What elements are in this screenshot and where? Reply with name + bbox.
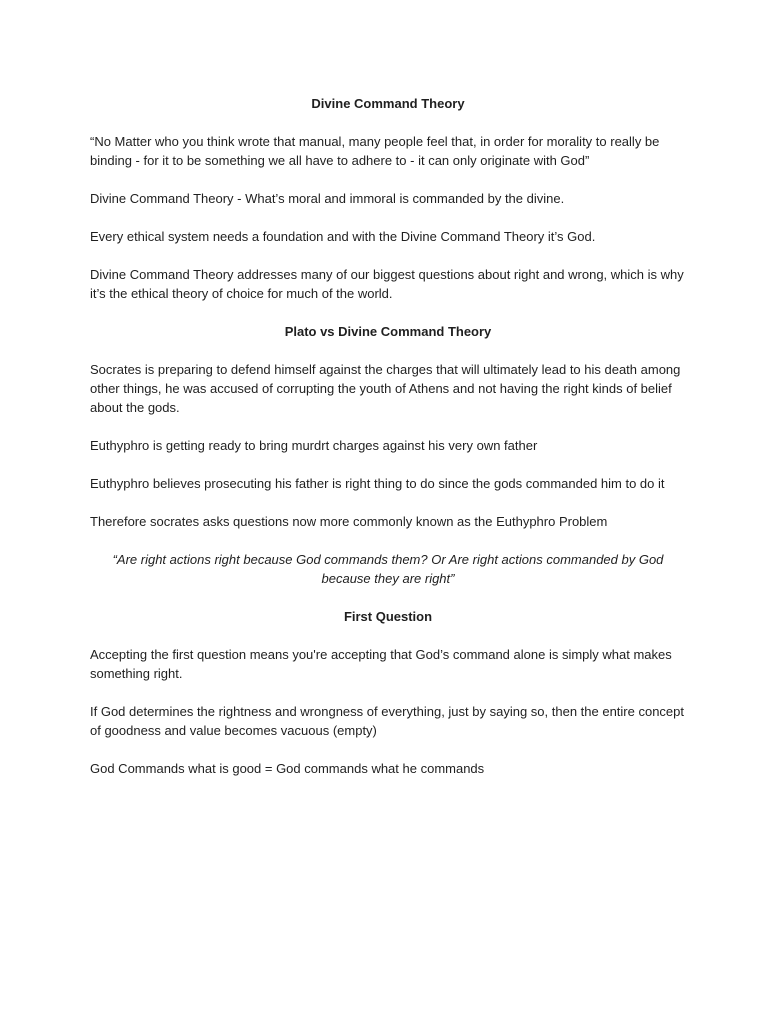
paragraph-manual-quote: “No Matter who you think wrote that manual, many people feel that, in order for morality to really be binding - for it to be something we all have to adhere to - it can only originate with God” bbox=[90, 134, 660, 168]
section-heading-divine-command-theory: Divine Command Theory bbox=[311, 96, 465, 111]
paragraph-euthyphro-problem: Therefore socrates asks questions now more commonly known as the Euthyphro Problem bbox=[90, 514, 608, 529]
paragraph-rightness-vacuous: If God determines the rightness and wrongness of everything, just by saying so, then the entire concept of goodness and value becomes vacuous (empty) bbox=[90, 704, 685, 738]
paragraph-euthyphro-belief: Euthyphro believes prosecuting his father is right thing to do since the gods commanded him to do it bbox=[90, 476, 665, 491]
paragraph-foundation: Every ethical system needs a foundation and with the Divine Command Theory it’s God. bbox=[90, 229, 596, 244]
document-body bbox=[90, 94, 686, 797]
paragraph-socrates-defense: Socrates is preparing to defend himself against the charges that will ultimately lead to his death among other things, he was accused of corrupting the youth of Athens and not having the right kinds of belief about the gods. bbox=[90, 362, 681, 415]
paragraph-biggest-questions: Divine Command Theory addresses many of our biggest questions about right and wrong, which is why it’s the ethical theory of choice for much of the world. bbox=[90, 267, 684, 301]
paragraph-euthyphro-charges: Euthyphro is getting ready to bring murdrt charges against his very own father bbox=[90, 438, 538, 453]
paragraph-definition: Divine Command Theory - What’s moral and immoral is commanded by the divine. bbox=[90, 191, 565, 206]
quote-euthyphro-dilemma: “Are right actions right because God commands them? Or Are right actions commanded by God because they are right” bbox=[112, 552, 664, 586]
paragraph-god-commands: God Commands what is good = God commands what he commands bbox=[90, 761, 485, 776]
section-heading-first-question: First Question bbox=[343, 609, 433, 624]
paragraph-accepting-first: Accepting the first question means you're accepting that God’s command alone is simply what makes something right. bbox=[90, 647, 672, 681]
section-heading-plato: Plato vs Divine Command Theory bbox=[284, 324, 492, 339]
